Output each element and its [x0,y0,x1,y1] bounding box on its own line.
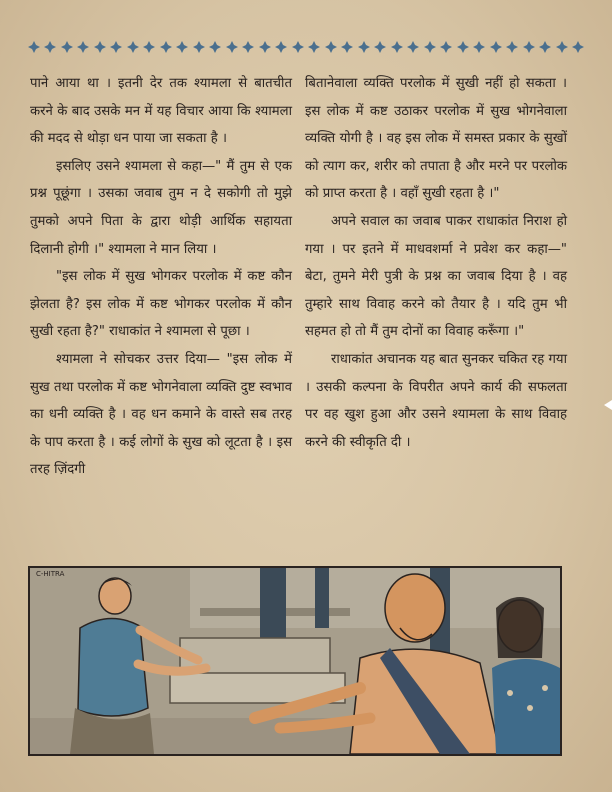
story-illustration [28,566,562,756]
border-ornament [94,38,106,50]
right-text-column [305,70,567,456]
border-ornament [374,38,386,50]
left-text-column [30,70,292,484]
border-ornament [556,38,568,50]
border-ornament [143,38,155,50]
border-ornament [407,38,419,50]
border-ornament [44,38,56,50]
border-ornament [226,38,238,50]
border-ornament [490,38,502,50]
border-ornament [160,38,172,50]
border-ornament [325,38,337,50]
paragraph: पाने आया था । इतनी देर तक श्यामला से बातचीत करने के बाद उसके मन में यह विचार आया कि श्यामला की मदद से थोड़ा धन पाया जा सकता है । [30,76,292,147]
border-ornament [193,38,205,50]
paragraph: अपने सवाल का जवाब पाकर राधाकांत निराश हो गया । पर इतने में माधवशर्मा ने प्रवेश कर कहा—" बेटा, तुमने मेरी पुत्री के प्रश्न का जवाब दिया है । वह तुम्हारे साथ विवाह करने को तैयार है । यदि तुम भी सहमत हो तो मैं तुम दोनों का विवाह करूँगा ।" [305,213,567,340]
page-edge-mark [604,400,612,410]
border-ornament [457,38,469,50]
border-ornament [440,38,452,50]
border-ornament [28,38,40,50]
border-ornament [523,38,535,50]
border-ornament [176,38,188,50]
border-ornament [61,38,73,50]
paragraph: इसलिए उसने श्यामला से कहा—" मैं तुम से एक प्रश्न पूछूंगा । उसका जवाब तुम न दे सकोगी तो मुझे तुमको अपने पिता के द्वारा थोड़ी आर्थिक सहायता दिलानी होगी ।" श्यामला ने मान लिया । [30,158,292,257]
border-ornament [259,38,271,50]
border-ornament [473,38,485,50]
border-ornament [358,38,370,50]
illustration-drawing [30,568,560,754]
paragraph: "इस लोक में सुख भोगकर परलोक में कष्ट कौन झेलता है? इस लोक में कष्ट भोगकर परलोक में कौन सुखी रहता है?" राधाकांत ने श्यामला से पूछा । [30,269,292,340]
border-ornament [209,38,221,50]
paragraph: श्यामला ने सोचकर उत्तर दिया— "इस लोक में सुख तथा परलोक में कष्ट भोगनेवाला व्यक्ति दुष्ट स्वभाव का धनी व्यक्ति है । वह धन कमाने के वास्ते सब तरह के पाप करता है । कई लोगों के सुख को लूटता है । इस तरह ज़िंदगी [30,351,292,478]
border-ornament [275,38,287,50]
border-ornament [506,38,518,50]
border-ornament [572,38,584,50]
artist-signature: C-HITRA [36,570,65,578]
paragraph: बितानेवाला व्यक्ति परलोक में सुखी नहीं हो सकता । इस लोक में कष्ट उठाकर परलोक में सुख भोगनेवाला व्यक्ति योगी है । वह इस लोक में समस्त प्रकार के सुखों को त्याग कर, शरीर को तपाता है और मरने पर परलोक को प्राप्त करता है । वहाँ सुखी रहता है ।" [305,76,567,202]
border-ornament [77,38,89,50]
border-ornament [127,38,139,50]
border-ornament [242,38,254,50]
border-ornament [292,38,304,50]
border-ornament [110,38,122,50]
decorative-top-border [28,36,584,52]
paragraph: राधाकांत अचानक यह बात सुनकर चकित रह गया । उसकी कल्पना के विपरीत अपने कार्य की सफलता पर वह खुश हुआ और उसने श्यामला के साथ विवाह करने की स्वीकृति दी । [305,351,567,450]
border-ornament [539,38,551,50]
border-ornament [341,38,353,50]
border-ornament [391,38,403,50]
border-ornament [424,38,436,50]
border-ornament [308,38,320,50]
